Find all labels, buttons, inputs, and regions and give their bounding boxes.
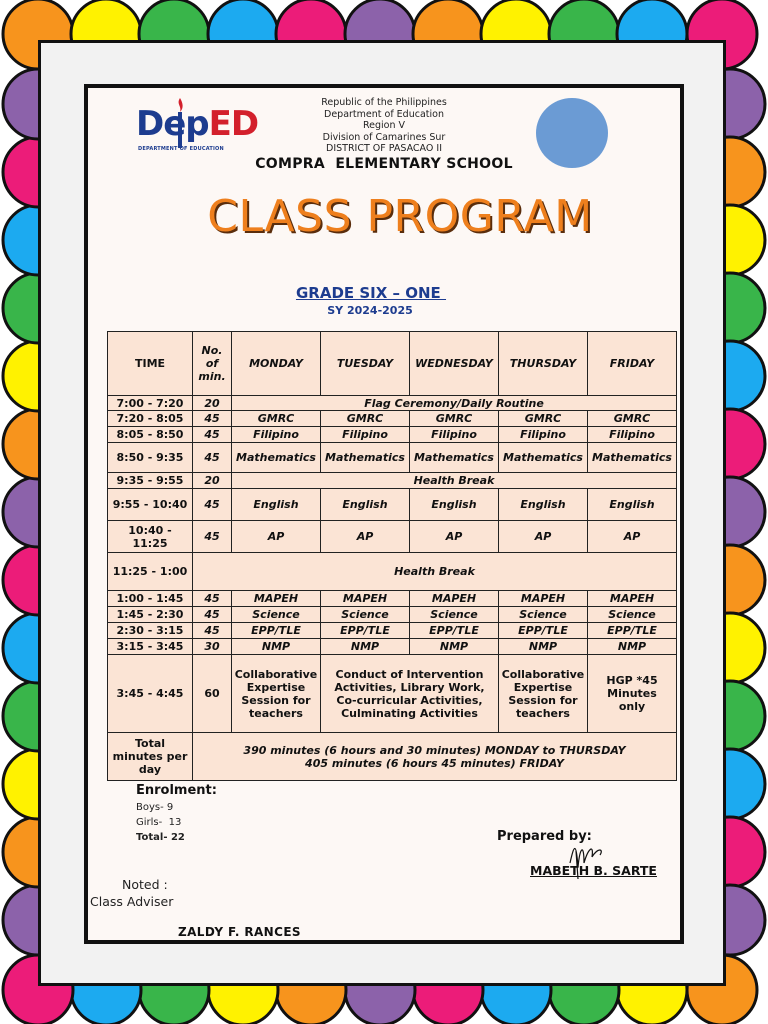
header-line: Region V [362, 120, 406, 132]
header-tuesday: TUESDAY [321, 332, 410, 396]
minutes-cell: 45 [193, 443, 232, 473]
thursday-cell: Collaborative Expertise Session for teachers [499, 655, 588, 733]
table-row [108, 639, 677, 655]
minutes-cell: 45 [193, 607, 232, 623]
header-time: TIME [108, 332, 193, 396]
span-cell: Health Break [232, 473, 677, 489]
wednesday-subject-cell: Science [410, 607, 499, 623]
logo-dep: Dep [136, 104, 209, 144]
header-line: DISTRICT OF PASACAO II [326, 143, 442, 155]
table-row [108, 521, 677, 553]
friday-subject-cell: Science [588, 607, 677, 623]
table-row [108, 443, 677, 473]
tuesday-subject-cell: AP [321, 521, 410, 553]
table-row [108, 591, 677, 607]
time-cell: 8:05 - 8:50 [108, 427, 193, 443]
tuesday-subject-cell: Filipino [321, 427, 410, 443]
adviser-name: ZALDY F. RANCES [178, 925, 301, 939]
monday-subject-cell: NMP [232, 639, 321, 655]
thursday-subject-cell: English [499, 489, 588, 521]
minutes-cell: 20 [193, 396, 232, 411]
wednesday-subject-cell: AP [410, 521, 499, 553]
wednesday-subject-cell: GMRC [410, 411, 499, 427]
minutes-cell: 45 [193, 623, 232, 639]
thursday-subject-cell: GMRC [499, 411, 588, 427]
time-cell: 9:35 - 9:55 [108, 473, 193, 489]
thursday-subject-cell: EPP/TLE [499, 623, 588, 639]
total-minutes-cell [193, 733, 677, 781]
header-wednesday: WEDNESDAY [410, 332, 499, 396]
preparer-name: MABETH B. SARTE [530, 863, 657, 878]
minutes-cell: 45 [193, 521, 232, 553]
minutes-cell: 45 [193, 427, 232, 443]
header-thursday: THURSDAY [499, 332, 588, 396]
table-row [108, 553, 677, 591]
thursday-subject-cell: MAPEH [499, 591, 588, 607]
deped-logo [136, 96, 259, 156]
monday-subject-cell: MAPEH [232, 591, 321, 607]
school-year: SY 2024-2025 [327, 304, 413, 317]
monday-subject-cell: Filipino [232, 427, 321, 443]
monday-subject-cell: GMRC [232, 411, 321, 427]
friday-subject-cell: Filipino [588, 427, 677, 443]
minutes-cell: 60 [193, 655, 232, 733]
school-name: COMPRA ELEMENTARY SCHOOL [255, 156, 513, 172]
total-line-friday: 405 minutes (6 hours 45 minutes) FRIDAY [305, 756, 564, 770]
tuesday-subject-cell: English [321, 489, 410, 521]
prepared-by-label: Prepared by: [497, 829, 592, 844]
table-row-total [108, 733, 677, 781]
header-line: Division of Camarines Sur [322, 131, 446, 143]
header-monday: MONDAY [232, 332, 321, 396]
noted-role: Class Adviser [90, 894, 174, 909]
monday-subject-cell: Mathematics [232, 443, 321, 473]
time-cell: 2:30 - 3:15 [108, 623, 193, 639]
time-cell: 9:55 - 10:40 [108, 489, 193, 521]
minutes-cell: 45 [193, 489, 232, 521]
minutes-cell: 45 [193, 411, 232, 427]
wednesday-subject-cell: EPP/TLE [410, 623, 499, 639]
monday-subject-cell: Science [232, 607, 321, 623]
wednesday-subject-cell: Mathematics [410, 443, 499, 473]
minutes-cell: 20 [193, 473, 232, 489]
enrolment-label: Enrolment: [136, 783, 217, 798]
tuesday-subject-cell: GMRC [321, 411, 410, 427]
enrolment-counts [136, 800, 185, 845]
noted-label: Noted : [122, 877, 168, 892]
friday-subject-cell: NMP [588, 639, 677, 655]
span-cell: Health Break [193, 553, 677, 591]
minutes-cell: 30 [193, 639, 232, 655]
time-cell: 3:15 - 3:45 [108, 639, 193, 655]
minutes-cell: 45 [193, 591, 232, 607]
time-cell: 1:00 - 1:45 [108, 591, 193, 607]
intervention-cell: Conduct of Intervention Activities, Library Work, Co-curricular Activities, Culminating Activities [321, 655, 499, 733]
time-cell: 1:45 - 2:30 [108, 607, 193, 623]
table-row [108, 411, 677, 427]
time-cell: 8:50 - 9:35 [108, 443, 193, 473]
wednesday-subject-cell: Filipino [410, 427, 499, 443]
time-cell: 10:40 - 11:25 [108, 521, 193, 553]
logo-ed: ED [208, 104, 259, 144]
table-header-row [108, 332, 677, 396]
table-row [108, 473, 677, 489]
wednesday-subject-cell: MAPEH [410, 591, 499, 607]
thursday-subject-cell: Filipino [499, 427, 588, 443]
table-row [108, 623, 677, 639]
tuesday-subject-cell: Science [321, 607, 410, 623]
header-minutes: No. of min. [193, 332, 232, 396]
header-lines [290, 97, 478, 155]
enrolment-boys: Boys- 9 [136, 802, 174, 813]
tuesday-subject-cell: MAPEH [321, 591, 410, 607]
tuesday-subject-cell: NMP [321, 639, 410, 655]
monday-cell: Collaborative Expertise Session for teachers [232, 655, 321, 733]
table-row-afternoon [108, 655, 677, 733]
monday-subject-cell: AP [232, 521, 321, 553]
page-title: CLASS PROGRAM [207, 191, 593, 242]
friday-subject-cell: GMRC [588, 411, 677, 427]
monday-subject-cell: English [232, 489, 321, 521]
thursday-subject-cell: Mathematics [499, 443, 588, 473]
thursday-subject-cell: Science [499, 607, 588, 623]
friday-subject-cell: AP [588, 521, 677, 553]
friday-subject-cell: Mathematics [588, 443, 677, 473]
total-line-weekdays: 390 minutes (6 hours and 30 minutes) MONDAY to THURSDAY [243, 743, 626, 757]
header-friday: FRIDAY [588, 332, 677, 396]
friday-subject-cell: MAPEH [588, 591, 677, 607]
span-cell: Flag Ceremony/Daily Routine [232, 396, 677, 411]
wednesday-subject-cell: NMP [410, 639, 499, 655]
header-line: Republic of the Philippines [321, 97, 447, 108]
thursday-subject-cell: AP [499, 521, 588, 553]
friday-subject-cell: EPP/TLE [588, 623, 677, 639]
total-label: Total minutes per day [108, 733, 193, 781]
time-cell: 11:25 - 1:00 [108, 553, 193, 591]
logo-subtitle: DEPARTMENT OF EDUCATION [138, 146, 224, 152]
schedule-body [108, 396, 677, 655]
enrolment-girls: Girls- 13 [136, 817, 182, 828]
time-cell: 7:00 - 7:20 [108, 396, 193, 411]
time-cell: 3:45 - 4:45 [108, 655, 193, 733]
time-cell: 7:20 - 8:05 [108, 411, 193, 427]
friday-cell: HGP *45 Minutes only [588, 655, 677, 733]
wednesday-subject-cell: English [410, 489, 499, 521]
tuesday-subject-cell: EPP/TLE [321, 623, 410, 639]
header-line: Department of Education [324, 108, 444, 120]
grade-section: GRADE SIX – ONE [295, 284, 447, 302]
friday-subject-cell: English [588, 489, 677, 521]
monday-subject-cell: EPP/TLE [232, 623, 321, 639]
enrolment-total: Total- 22 [136, 832, 185, 843]
table-row [108, 489, 677, 521]
table-row [108, 427, 677, 443]
class-schedule-table [107, 331, 677, 781]
table-row [108, 396, 677, 411]
tuesday-subject-cell: Mathematics [321, 443, 410, 473]
thursday-subject-cell: NMP [499, 639, 588, 655]
table-row [108, 607, 677, 623]
